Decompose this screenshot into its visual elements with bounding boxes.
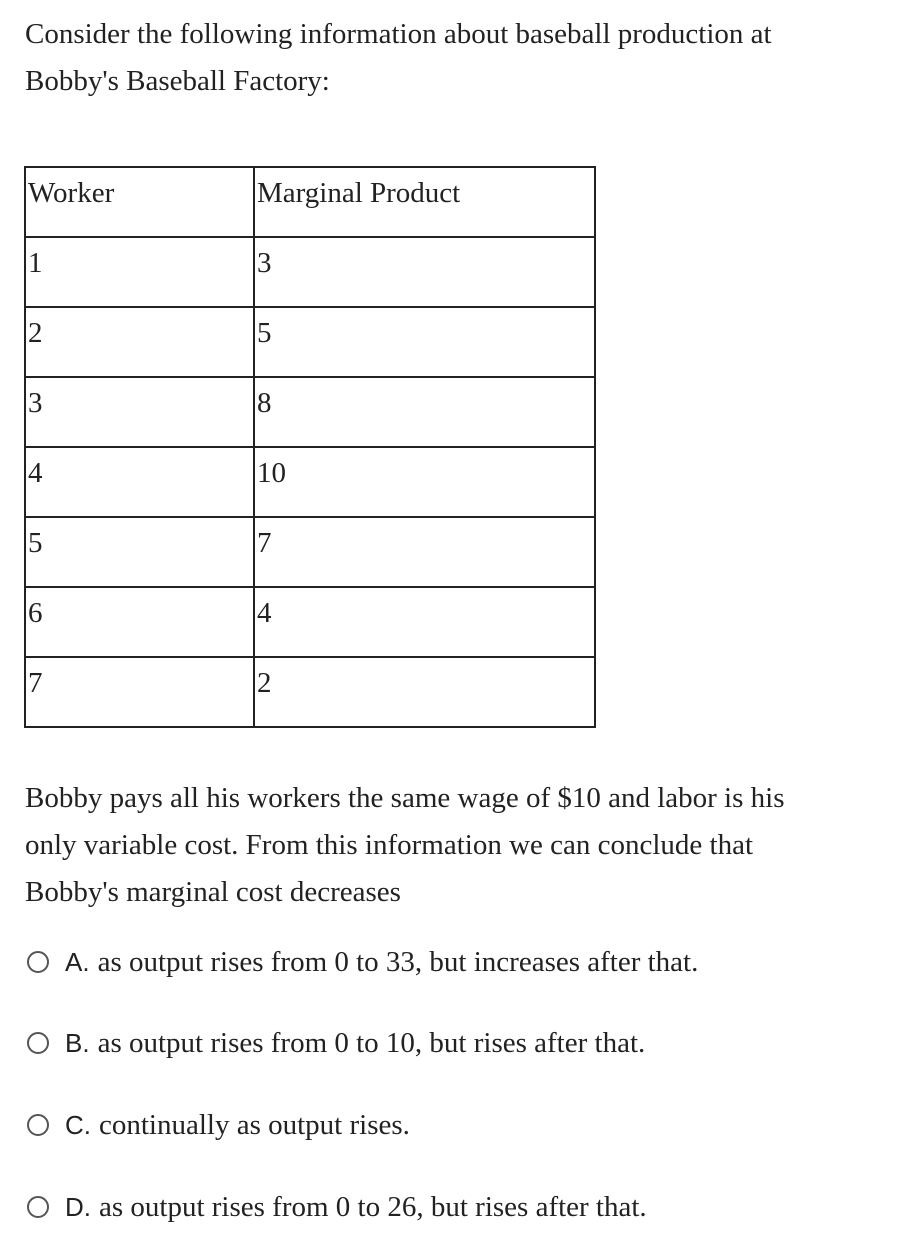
intro-line-2: Bobby's Baseball Factory:	[25, 65, 330, 97]
option-d[interactable]	[27, 1187, 887, 1227]
table-row	[25, 657, 595, 727]
table-row	[25, 447, 595, 517]
option-letter: D.	[65, 1191, 91, 1222]
marginal-product-cell: 8	[254, 377, 595, 447]
worker-cell: 7	[25, 657, 254, 727]
option-letter: B.	[65, 1027, 90, 1058]
option-letter: C.	[65, 1109, 91, 1140]
worker-cell: 4	[25, 447, 254, 517]
option-b[interactable]	[27, 1023, 887, 1063]
marginal-product-cell: 5	[254, 307, 595, 377]
worker-cell: 3	[25, 377, 254, 447]
option-a[interactable]	[27, 942, 887, 982]
header-marginal-product: Marginal Product	[254, 167, 595, 237]
table-row	[25, 517, 595, 587]
worker-cell: 5	[25, 517, 254, 587]
table-row	[25, 377, 595, 447]
question-text	[25, 775, 885, 916]
table-row	[25, 307, 595, 377]
radio-button-a[interactable]	[27, 951, 49, 973]
table-header-row	[25, 167, 595, 237]
worker-cell: 6	[25, 587, 254, 657]
option-c[interactable]	[27, 1105, 887, 1145]
worker-cell: 1	[25, 237, 254, 307]
marginal-product-cell: 3	[254, 237, 595, 307]
option-text: as output rises from 0 to 10, but rises after that.	[97, 1026, 646, 1059]
table-row	[25, 237, 595, 307]
marginal-product-cell: 4	[254, 587, 595, 657]
question-line-1: Bobby pays all his workers the same wage of $10 and labor is his	[25, 782, 785, 814]
question-line-3: Bobby's marginal cost decreases	[25, 876, 401, 908]
worker-cell: 2	[25, 307, 254, 377]
marginal-product-table	[24, 166, 596, 728]
radio-button-c[interactable]	[27, 1114, 49, 1136]
marginal-product-cell: 2	[254, 657, 595, 727]
option-text: as output rises from 0 to 26, but rises after that.	[99, 1190, 647, 1223]
option-letter: A.	[65, 946, 90, 977]
question-line-2: only variable cost. From this information we can conclude that	[25, 829, 754, 861]
option-text: continually as output rises.	[99, 1108, 410, 1141]
marginal-product-cell: 7	[254, 517, 595, 587]
header-worker: Worker	[25, 167, 254, 237]
radio-button-d[interactable]	[27, 1196, 49, 1218]
marginal-product-cell: 10	[254, 447, 595, 517]
intro-line-1: Consider the following information about baseball production at	[25, 18, 772, 50]
radio-button-b[interactable]	[27, 1032, 49, 1054]
intro-text	[25, 11, 885, 105]
option-text: as output rises from 0 to 33, but increases after that.	[97, 945, 699, 978]
table-row	[25, 587, 595, 657]
